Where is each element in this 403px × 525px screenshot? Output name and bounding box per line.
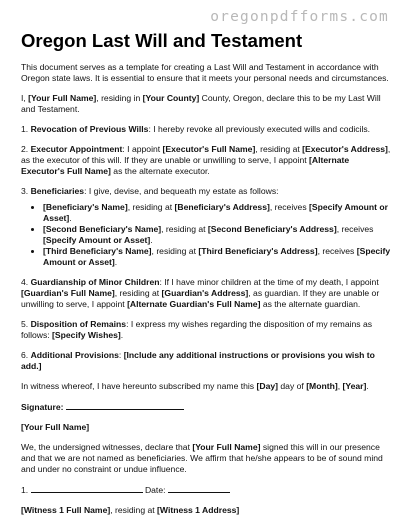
text: , residing in bbox=[96, 93, 143, 103]
placeholder-month: [Month] bbox=[306, 381, 338, 391]
text: : I appoint bbox=[122, 144, 163, 154]
attestation-paragraph bbox=[21, 442, 391, 475]
text: County, Oregon, declare this to be my Last Will and Testament. bbox=[21, 93, 381, 114]
text: as the alternate executor. bbox=[110, 166, 210, 176]
placeholder-beneficiary-name: [Second Beneficiary's Name] bbox=[43, 224, 162, 234]
placeholder-year: [Year] bbox=[342, 381, 367, 391]
text: , residing at bbox=[127, 202, 175, 212]
signature-name bbox=[21, 422, 391, 433]
text: , residing at bbox=[255, 144, 303, 154]
text: . bbox=[366, 381, 369, 391]
placeholder-gift: [Specify Amount or Asset] bbox=[43, 202, 388, 223]
placeholder-gift: [Specify Amount or Asset] bbox=[43, 235, 151, 245]
placeholder-witness-1-address: [Witness 1 Address] bbox=[157, 505, 240, 515]
section-executor bbox=[21, 144, 391, 177]
placeholder-your-county: [Your County] bbox=[142, 93, 200, 103]
placeholder-executor-name: [Executor's Full Name] bbox=[162, 144, 256, 154]
placeholder-guardian-address: [Guardian's Address] bbox=[161, 288, 249, 298]
witness-1-signature-blank[interactable] bbox=[31, 484, 143, 493]
list-item bbox=[43, 202, 391, 224]
section-heading: Guardianship of Minor Children bbox=[30, 277, 160, 287]
text: . bbox=[150, 235, 153, 245]
section-text: : I hereby revoke all previously executed wills and codicils. bbox=[148, 124, 371, 134]
text: . bbox=[120, 330, 124, 340]
document bbox=[21, 30, 391, 525]
placeholder-beneficiary-address: [Second Beneficiary's Address] bbox=[207, 224, 337, 234]
section-heading: Revocation of Previous Wills bbox=[30, 124, 149, 134]
date-label: Date: bbox=[142, 485, 168, 495]
placeholder-alternate-guardian: [Alternate Guardian's Full Name] bbox=[127, 299, 261, 309]
placeholder-day: [Day] bbox=[256, 381, 278, 391]
placeholder-beneficiary-address: [Beneficiary's Address] bbox=[174, 202, 270, 212]
witness-number: 1. bbox=[21, 485, 31, 495]
text: day of bbox=[278, 381, 307, 391]
witness-1-details bbox=[21, 505, 391, 516]
witness-1-signature-line bbox=[21, 484, 391, 496]
placeholder-executor-address: [Executor's Address] bbox=[302, 144, 388, 154]
text: We, the undersigned witnesses, declare that bbox=[21, 442, 193, 452]
beneficiary-list bbox=[21, 202, 391, 268]
placeholder-alternate-executor: [Alternate Executor's Full Name] bbox=[21, 155, 350, 176]
section-guardianship bbox=[21, 277, 391, 310]
section-heading: Executor Appointment bbox=[30, 144, 123, 154]
placeholder-beneficiary-address: [Third Beneficiary's Address] bbox=[198, 246, 318, 256]
section-heading: Additional Provisions bbox=[30, 350, 119, 360]
text: , as guardian. If they are unable or unwilling to serve, I appoint bbox=[21, 288, 380, 309]
section-number: 3. bbox=[21, 186, 31, 196]
placeholder-beneficiary-name: [Third Beneficiary's Name] bbox=[43, 246, 152, 256]
placeholder-additional-provisions: [Include any additional instructions or provisions you wish to add.] bbox=[21, 350, 375, 371]
text: , residing at bbox=[110, 505, 158, 515]
section-heading: Disposition of Remains bbox=[30, 319, 127, 329]
placeholder-your-full-name: [Your Full Name] bbox=[28, 93, 97, 103]
text: , bbox=[337, 381, 343, 391]
text: , residing at bbox=[114, 288, 162, 298]
witness-clause bbox=[21, 381, 391, 392]
placeholder-guardian-name: [Guardian's Full Name] bbox=[21, 288, 115, 298]
placeholder-gift: [Specify Amount or Asset] bbox=[43, 246, 391, 267]
section-remains bbox=[21, 319, 391, 341]
text: In witness whereof, I have hereunto subscribed my name this bbox=[21, 381, 257, 391]
section-beneficiaries bbox=[21, 186, 391, 197]
watermark: oregonpdfforms.com bbox=[210, 9, 389, 25]
text: signed this will in our presence and that we are not named as beneficiaries. We affirm that he/she appears to be of sound mind and under no constraint or undue influence. bbox=[21, 442, 383, 474]
placeholder-beneficiary-name: [Beneficiary's Name] bbox=[43, 202, 128, 212]
list-item bbox=[43, 246, 391, 268]
section-number: 2. bbox=[21, 144, 31, 154]
text: , residing at bbox=[161, 224, 208, 234]
section-number: 6. bbox=[21, 350, 31, 360]
text: , as the executor of this will. If they are unable or unwilling to serve, I appoint bbox=[21, 144, 391, 165]
section-number: 5. bbox=[21, 319, 31, 329]
document-title: Oregon Last Will and Testament bbox=[21, 30, 303, 51]
text: . bbox=[114, 257, 118, 267]
text: , receives bbox=[317, 246, 357, 256]
text: as the alternate guardian. bbox=[260, 299, 361, 309]
intro-paragraph: This document serves as a template for creating a Last Will and Testament in accordance with Oregon state laws. It is essential to ensure that it meets your personal needs and circumstances. bbox=[21, 62, 389, 83]
signature-label: Signature: bbox=[21, 402, 66, 412]
text: . bbox=[69, 213, 72, 223]
section-revocation bbox=[21, 124, 391, 135]
declaration-paragraph bbox=[21, 93, 391, 115]
text: : If I have minor children at the time of my death, I appoint bbox=[159, 277, 379, 287]
signature-blank[interactable] bbox=[66, 401, 184, 410]
text: , residing at bbox=[151, 246, 199, 256]
text: : bbox=[118, 350, 124, 360]
text: , receives bbox=[269, 202, 310, 212]
text: : I express my wishes regarding the disposition of my remains as follows: bbox=[21, 319, 373, 340]
section-number: 1. bbox=[21, 124, 31, 134]
section-number: 4. bbox=[21, 277, 31, 287]
list-item bbox=[43, 224, 391, 246]
section-text: : I give, devise, and bequeath my estate as follows: bbox=[84, 186, 279, 196]
placeholder-wishes: [Specify Wishes] bbox=[52, 330, 121, 340]
signature-line bbox=[21, 401, 391, 413]
section-heading: Beneficiaries bbox=[30, 186, 85, 196]
text: I, bbox=[21, 93, 29, 103]
placeholder-your-full-name: [Your Full Name] bbox=[21, 422, 90, 432]
placeholder-witness-1-name: [Witness 1 Full Name] bbox=[21, 505, 111, 515]
placeholder-your-full-name: [Your Full Name] bbox=[192, 442, 261, 452]
witness-1-date-blank[interactable] bbox=[168, 484, 230, 493]
section-additional-provisions bbox=[21, 350, 391, 372]
text: , receives bbox=[336, 224, 374, 234]
